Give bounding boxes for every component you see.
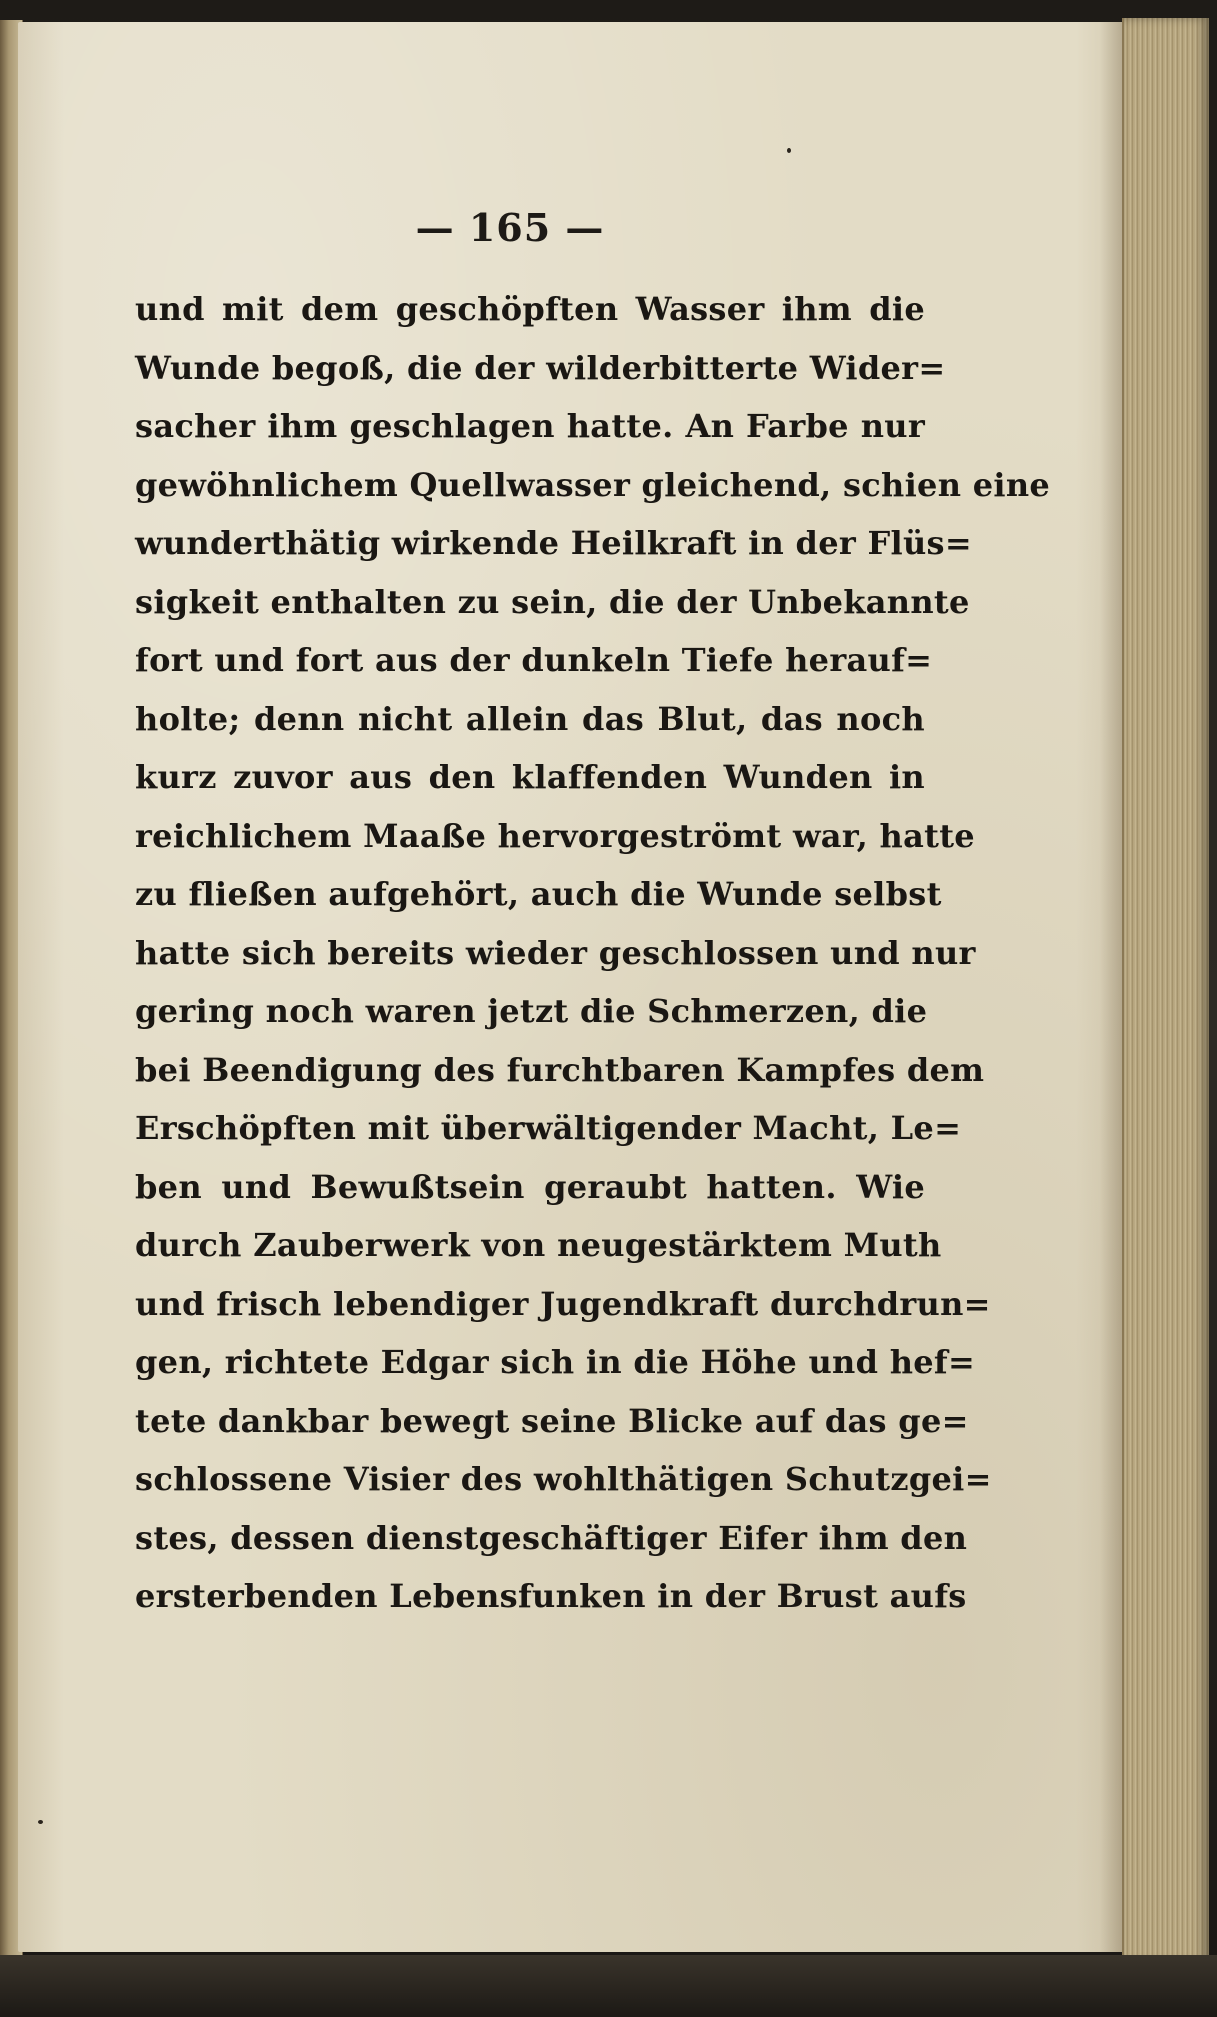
page-stack-edge	[1122, 18, 1209, 1963]
text-line: holte; denn nicht allein das Blut, das noch	[135, 699, 925, 738]
text-line: gering noch waren jetzt die Schmerzen, die	[135, 992, 928, 1030]
text-line: sacher ihm geschlagen hatte. An Farbe nur	[135, 407, 925, 445]
text-line: Wunde begoß, die der wilderbitterte Wider=	[135, 348, 946, 387]
text-line: hatte sich bereits wieder geschlossen und nur	[135, 933, 976, 972]
text-line: Erschöpften mit überwältigender Macht, Le=	[135, 1109, 962, 1147]
text-line: zu fließen aufgehört, auch die Wunde selbst	[135, 875, 942, 913]
ink-speck	[38, 1820, 43, 1824]
text-line: gen, richtete Edgar sich in die Höhe und hef=	[135, 1343, 976, 1381]
ink-speck	[787, 148, 791, 153]
text-line: wunderthätig wirkende Heilkraft in der Flüs=	[135, 524, 972, 562]
text-line: und frisch lebendiger Jugendkraft durchdrun=	[135, 1284, 991, 1323]
text-line: tete dankbar bewegt seine Blicke auf das ge=	[135, 1401, 969, 1440]
text-line: bei Beendigung des furchtbaren Kampfes dem	[135, 1050, 985, 1089]
text-line: fort und fort aus der dunkeln Tiefe herauf=	[135, 641, 933, 679]
text-line: durch Zauberwerk von neugestärktem Muth	[135, 1226, 942, 1264]
text-line: sigkeit enthalten zu sein, die der Unbekannte	[135, 582, 970, 621]
body-text	[135, 280, 1051, 1626]
text-line: ben und Bewußtsein geraubt hatten. Wie	[135, 1167, 925, 1206]
page-number: — 165 —	[415, 205, 605, 250]
text-line: schlossene Visier des wohlthätigen Schutzgei=	[135, 1460, 992, 1498]
text-line: ersterbenden Lebensfunken in der Brust aufs	[135, 1577, 967, 1615]
book-cover-bottom	[0, 1955, 1217, 2017]
text-line: und mit dem geschöpften Wasser ihm die	[135, 290, 925, 328]
text-line: stes, dessen dienstgeschäftiger Eifer ihm den	[135, 1518, 968, 1557]
text-line: kurz zuvor aus den klaffenden Wunden in	[135, 758, 925, 796]
text-line: reichlichem Maaße hervorgeströmt war, hatte	[135, 816, 975, 855]
text-line: gewöhnlichem Quellwasser gleichend, schien eine	[135, 465, 1051, 504]
